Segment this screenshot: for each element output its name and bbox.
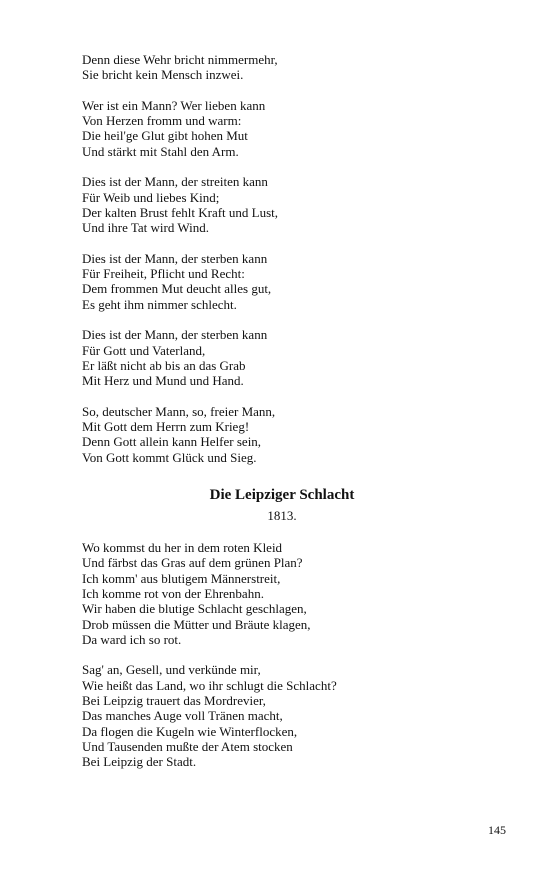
verse-line: Von Gott kommt Glück und Sieg. (82, 449, 257, 465)
verse-line: Bei Leipzig trauert das Mordrevier, (82, 692, 266, 708)
verse-line: Für Gott und Vaterland, (82, 342, 206, 358)
verse-line: Es geht ihm nimmer schlecht. (82, 296, 237, 312)
verse-line: Dem frommen Mut deucht alles gut, (82, 281, 272, 297)
verse-line: Dies ist der Mann, der streiten kann (82, 174, 268, 190)
verse-line: Die heil'ge Glut gibt hohen Mut (82, 128, 248, 144)
verse-line: Drob müssen die Mütter und Bräute klagen, (82, 616, 311, 632)
stanza (82, 327, 482, 388)
verse-line: Das manches Auge voll Tränen macht, (82, 708, 283, 724)
stanza (82, 251, 482, 312)
poem-year: 1813. (267, 508, 297, 524)
stanza (82, 52, 482, 83)
verse-line: Sag' an, Gesell, und verkünde mir, (82, 662, 261, 678)
verse-line: Und ihre Tat wird Wind. (82, 220, 209, 236)
stanza (82, 174, 482, 235)
page-content (82, 52, 482, 785)
stanza (82, 662, 482, 769)
verse-line: So, deutscher Mann, so, freier Mann, (82, 403, 276, 419)
poem-title: Die Leipziger Schlacht (209, 487, 355, 504)
verse-line: Für Freiheit, Pflicht und Recht: (82, 266, 245, 282)
verse-line: Von Herzen fromm und warm: (82, 113, 242, 129)
verse-line: Dies ist der Mann, der sterben kann (82, 250, 268, 266)
verse-line: Ich komm' aus blutigem Männerstreit, (82, 570, 281, 586)
verse-line: Sie bricht kein Mensch inzwei. (82, 67, 244, 83)
verse-line: Da ward ich so rot. (82, 631, 182, 647)
verse-line: Für Weib und liebes Kind; (82, 189, 220, 205)
verse-line: Der kalten Brust fehlt Kraft und Lust, (82, 204, 279, 220)
verse-line: Wie heißt das Land, wo ihr schlugt die Schlacht? (82, 677, 337, 693)
verse-line: Denn Gott allein kann Helfer sein, (82, 434, 262, 450)
verse-line: Da flogen die Kugeln wie Winterflocken, (82, 723, 298, 739)
verse-line: Und Tausenden mußte der Atem stocken (82, 738, 293, 754)
verse-line: Er läßt nicht ab bis an das Grab (82, 357, 246, 373)
verse-line: Dies ist der Mann, der sterben kann (82, 327, 268, 343)
verse-line: Bei Leipzig der Stadt. (82, 754, 197, 770)
stanza (82, 404, 482, 465)
verse-line: Mit Gott dem Herrn zum Krieg! (82, 419, 250, 435)
verse-line: Mit Herz und Mund und Hand. (82, 373, 244, 389)
verse-line: Wo kommst du her in dem roten Kleid (82, 540, 283, 556)
stanza (82, 540, 482, 647)
stanza (82, 98, 482, 159)
verse-line: Ich komme rot von der Ehrenbahn. (82, 585, 264, 601)
verse-line: Und färbst das Gras auf dem grünen Plan? (82, 555, 303, 571)
verse-line: Wer ist ein Mann? Wer lieben kann (82, 97, 266, 113)
page-number: 145 (488, 823, 506, 837)
verse-line: Wir haben die blutige Schlacht geschlagen, (82, 601, 307, 617)
verse-line: Und stärkt mit Stahl den Arm. (82, 143, 239, 159)
verse-line: Denn diese Wehr bricht nimmermehr, (82, 52, 278, 67)
